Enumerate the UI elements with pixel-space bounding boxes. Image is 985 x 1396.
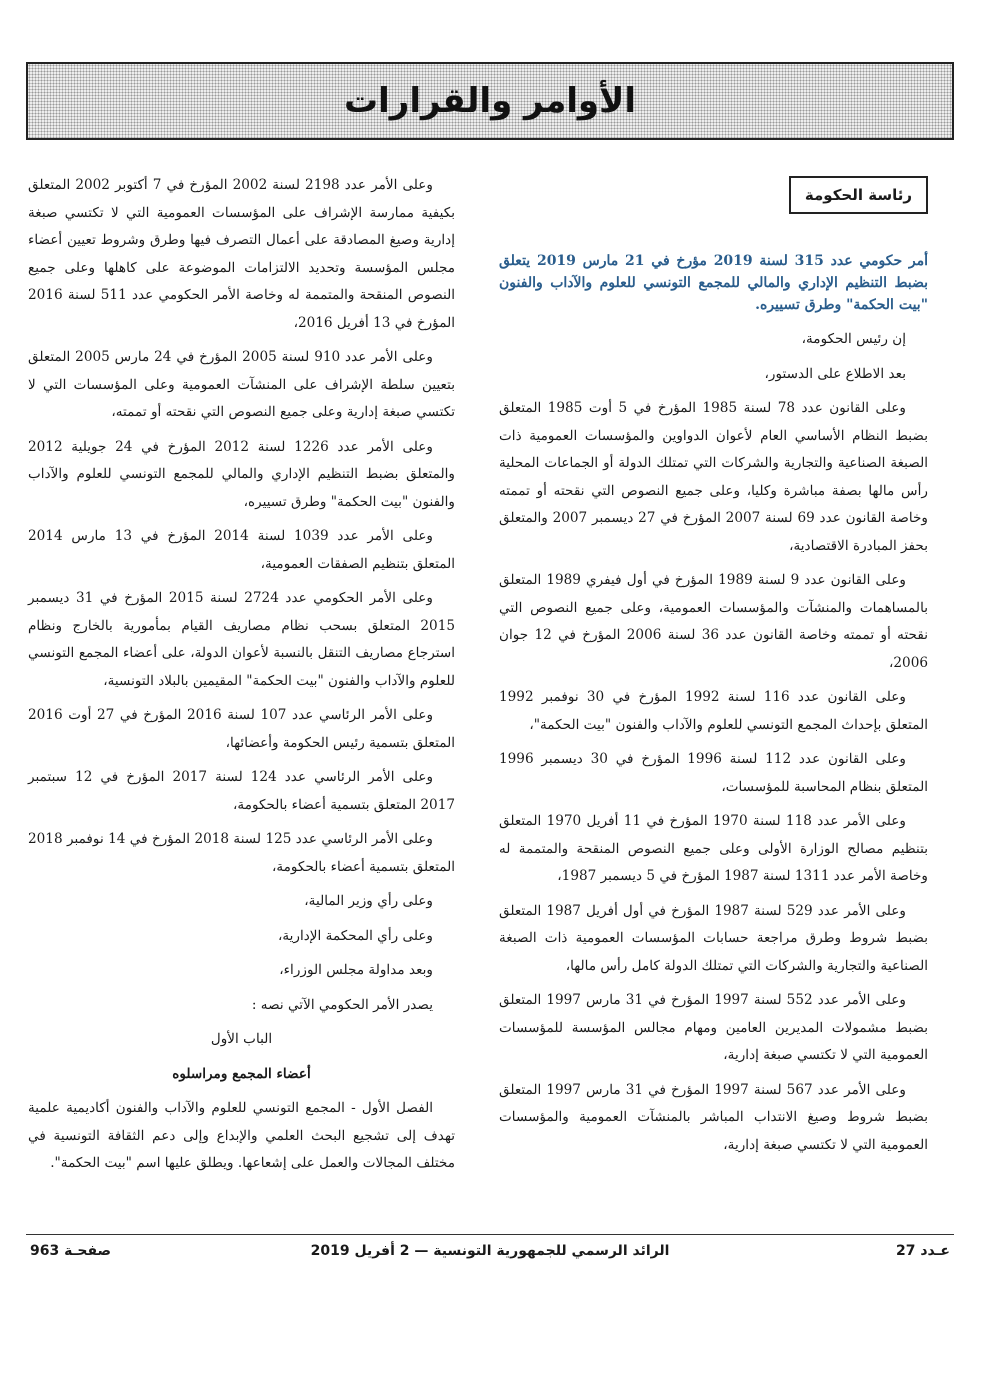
paragraph: وعلى الأمر عدد 910 لسنة 2005 المؤرخ في 24 مارس 2005 المتعلق بتعيين سلطة الإشراف على المنشآت العمومية وعلى المؤسسات التي لا تكتسي صبغة إدارية وعلى جميع النصوص التي نقحته أو تممته،	[28, 349, 455, 420]
paragraph: وعلى القانون عدد 116 لسنة 1992 المؤرخ في 30 نوفمبر 1992 المتعلق بإحداث المجمع التونسي للعلوم والآداب والفنون "بيت الحكمة"،	[499, 689, 928, 733]
section-title: رئاسة الحكومة	[789, 176, 928, 214]
paragraph: وعلى رأي المحكمة الإدارية،	[277, 927, 433, 944]
paragraph: وعلى الأمر عدد 1039 لسنة 2014 المؤرخ في 13 مارس 2014 المتعلق بتنظيم الصفقات العمومية،	[28, 528, 455, 572]
right-column	[499, 176, 928, 1166]
publication-title: الرائد الرسمي للجمهورية التونسية — 2 أفريل 2019	[310, 1243, 670, 1259]
paragraph: وعلى الأمر عدد 529 لسنة 1987 المؤرخ في أول أفريل 1987 المتعلق بضبط شروط وطرق مراجعة حسابات المؤسسات العمومية ذات الصبغة الصناعية والتجارية والشركات التي تمتلك الدولة كامل رأس مالها،	[499, 902, 928, 974]
paragraph: وعلى الأمر الرئاسي عدد 125 لسنة 2018 المؤرخ في 14 نوفمبر 2018 المتعلق بتسمية أعضاء بالحكومة،	[28, 831, 455, 875]
issue-number: عـدد 27	[896, 1243, 950, 1259]
paragraph: وعلى الأمر عدد 1226 لسنة 2012 المؤرخ في 24 جويلية 2012 والمتعلق بضبط التنظيم الإداري والمالي للمجمع التونسي للعلوم والآداب والفنون "بيت الحكمة" وطرق تسييره،	[28, 438, 455, 510]
paragraph: وعلى الأمر عدد 2198 لسنة 2002 المؤرخ في 7 أكتوبر 2002 المتعلق بكيفية ممارسة الإشراف على المؤسسات العمومية التي لا تكتسي صبغة إدارية وصيغ المصادقة على أعمال التصرف فيها وطرق وشروط تعيين أعضاء مجلس المؤسسة وتحديد الالتزامات الموضوعة على كاهلها وعلى جميع النصوص المنقحة والمتممة له وخاصة الأمر الحكومي عدد 511 لسنة 2016 المؤرخ في 13 أفريل 2016،	[28, 177, 456, 331]
paragraph: بعد الاطلاع على الدستور،	[764, 365, 906, 382]
paragraph: وعلى الأمر عدد 118 لسنة 1970 المؤرخ في 11 أفريل 1970 المتعلق بتنظيم مصالح الوزارة الأولى وعلى جميع النصوص المنقحة والمتممة له وخاصة الأمر عدد 1311 لسنة 1987 المؤرخ في 5 ديسمبر 1987،	[499, 813, 928, 884]
page-number: صفحـة 963	[30, 1243, 112, 1259]
paragraph: وعلى رأي وزير المالية،	[304, 893, 433, 909]
paragraph: وعلى الأمر عدد 552 لسنة 1997 المؤرخ في 31 مارس 1997 المتعلق بضبط مشمولات المديرين العامين ومهام مجالس المؤسسة للمؤسسات العمومية التي لا تكتسي صبغة إدارية،	[499, 992, 928, 1063]
paragraph: وعلى الأمر الحكومي عدد 2724 لسنة 2015 المؤرخ في 31 ديسمبر 2015 المتعلق بسحب نظام مصاريف القيام بمأمورية بالخارج ونظام استرجاع مصاريف التنقل بالنسبة لأعوان الدولة، على أعضاء المجمع التونسي للعلوم والآداب والفنون "بيت الحكمة" المقيمين بالبلاد التونسية،	[28, 590, 455, 689]
paragraph: يصدر الأمر الحكومي الآتي نصه :	[251, 996, 433, 1013]
decree-title: أمر حكومي عدد 315 لسنة 2019 مؤرخ في 21 مارس 2019 يتعلق بضبط التنظيم الإداري والمالي للمجمع التونسي للعلوم والآداب والفنون "بيت الحكمة" وطرق تسييره.	[499, 253, 928, 313]
page-footer	[30, 1238, 950, 1268]
paragraph: وعلى القانون عدد 9 لسنة 1989 المؤرخ في أول فيفري 1989 المتعلق بالمساهمات والمنشآت والمؤسسات العمومية، وعلى جميع النصوص التي نقحته أو تممته وخاصة القانون عدد 36 لسنة 2006 المؤرخ في 12 جوان 2006،	[499, 572, 928, 671]
section-banner	[26, 62, 954, 140]
paragraph: وعلى الأمر عدد 567 لسنة 1997 المؤرخ في 31 مارس 1997 المتعلق بضبط شروط وصيغ الانتداب المباشر بالمنشآت العمومية والمؤسسات العمومية التي لا تكتسي صبغة إدارية،	[499, 1081, 928, 1153]
paragraph: وعلى القانون عدد 78 لسنة 1985 المؤرخ في 5 أوت 1985 المتعلق بضبط النظام الأساسي العام لأعوان الدواوين والمؤسسات العمومية ذات الصبغة الصناعية والتجارية والشركات التي تمتلك الدولة أو الجماعات المحلية رأس مالها بصفة مباشرة وكليا، وعلى جميع النصوص التي نقحته أو تممته وخاصة القانون عدد 69 لسنة 2007 المؤرخ في 27 ديسمبر 2007 والمتعلق بحفز المبادرة الاقتصادية،	[499, 400, 928, 554]
paragraph: وبعد مداولة مجلس الوزراء،	[279, 962, 433, 978]
paragraph: وعلى الأمر الرئاسي عدد 124 لسنة 2017 المؤرخ في 12 سبتمبر 2017 المتعلق بتسمية أعضاء بالحكومة،	[28, 769, 455, 813]
chapter-heading: أعضاء المجمع ومراسلوه	[172, 1065, 311, 1082]
footer-divider	[26, 1234, 954, 1235]
chapter-label: الباب الأول	[210, 1031, 273, 1047]
left-column	[28, 172, 455, 1185]
banner-title: الأوامر والقرارات	[343, 81, 637, 121]
paragraph: وعلى الأمر الرئاسي عدد 107 لسنة 2016 المؤرخ في 27 أوت 2016 المتعلق بتسمية رئيس الحكومة وأعضائها،	[28, 707, 455, 751]
article-1: الفصل الأول - المجمع التونسي للعلوم والآداب والفنون أكاديمية علمية تهدف إلى تشجيع البحث العلمي والإبداع وإلى دعم الثقافة التونسية في مختلف المجالات والعمل على إشعاعها. ويطلق عليها اسم "بيت الحكمة".	[28, 1100, 455, 1171]
paragraph: وعلى القانون عدد 112 لسنة 1996 المؤرخ في 30 ديسمبر 1996 المتعلق بنظام المحاسبة للمؤسسات،	[499, 751, 928, 795]
paragraph: إن رئيس الحكومة،	[801, 331, 906, 347]
